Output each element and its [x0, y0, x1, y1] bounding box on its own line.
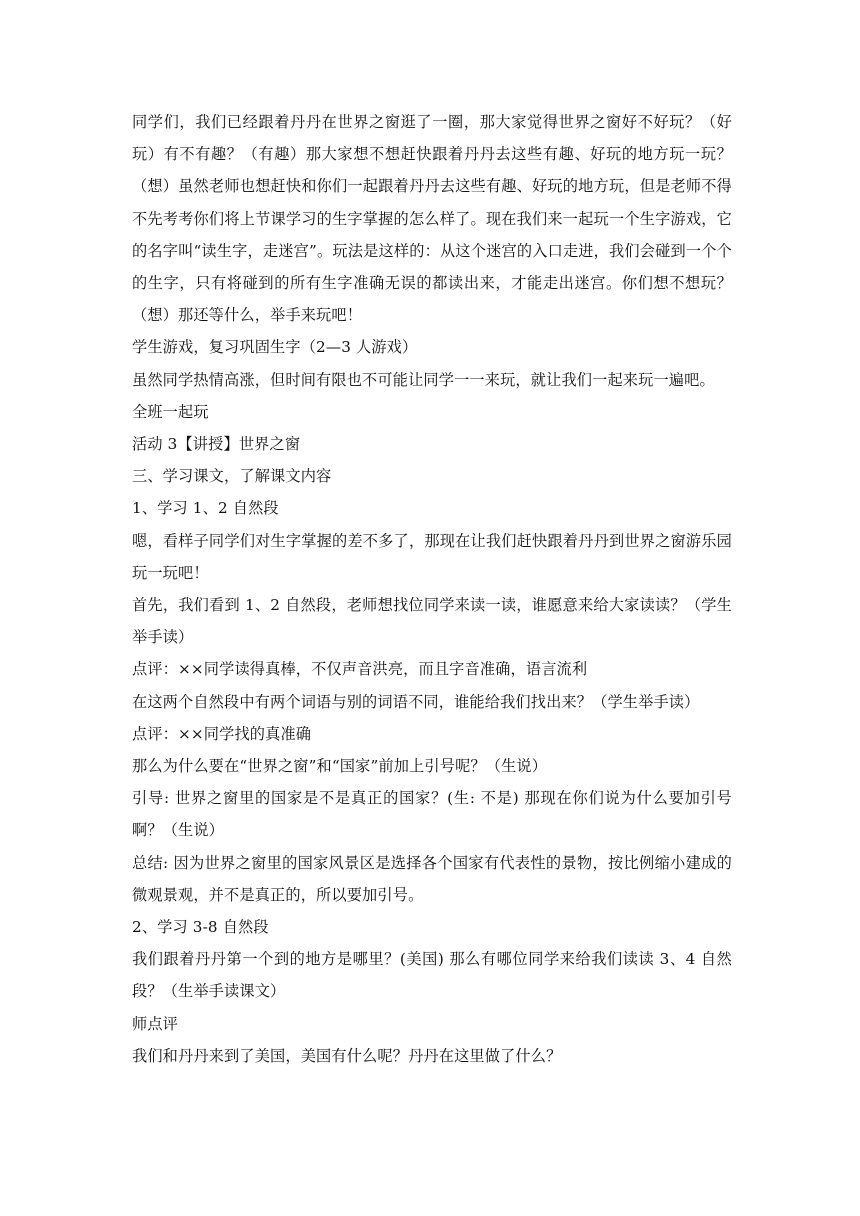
first-destination-paragraph: 我们跟着丹丹第一个到的地方是哪里？(美国) 那么有哪位同学来给我们读读 3、4 自然段？（生举手读课文） [132, 950, 732, 1001]
guide-paragraph: 引导: 世界之窗里的国家是不是真正的国家？(生: 不是) 那现在你们说为什么要加引号啊？（生说） [132, 789, 732, 840]
teacher-comment-line: 师点评 [132, 1014, 179, 1033]
student-game-line: 学生游戏，复习巩固生字（2—3 人游戏） [132, 338, 418, 357]
quote-question-paragraph: 那么为什么要在“世界之窗”和“国家”前加上引号呢？（生说） [132, 757, 548, 776]
subsection-heading: 2、学习 3-8 自然段 [132, 918, 269, 937]
transition-paragraph: 嗯，看样子同学们对生字掌握的差不多了，那现在让我们赶快跟着丹丹到世界之窗游乐园玩一玩吧！ [132, 531, 732, 582]
comment-paragraph: 点评：××同学读得真棒，不仅声音洪亮，而且字音准确，语言流利 [132, 660, 588, 679]
reading-paragraph: 首先，我们看到 1、2 自然段，老师想找位同学来读一读，谁愿意来给大家读读？（学生举手读） [132, 596, 732, 647]
class-play-paragraph: 虽然同学热情高涨，但时间有限也不可能让同学一一来玩，就让我们一起来玩一遍吧。 [132, 370, 715, 389]
whole-class-line: 全班一起玩 [132, 402, 209, 421]
document-page [132, 106, 732, 1072]
summary-paragraph: 总结: 因为世界之窗里的国家风景区是选择各个国家有代表性的景物，按比例缩小建成的微观景观，并不是真正的，所以要加引号。 [132, 853, 732, 904]
comment-paragraph: 点评：××同学找的真准确 [132, 724, 312, 743]
america-question-paragraph: 我们和丹丹来到了美国，美国有什么呢？丹丹在这里做了什么？ [132, 1046, 562, 1065]
question-paragraph: 在这两个自然段中有两个词语与别的词语不同，谁能给我们找出来？（学生举手读） [132, 692, 700, 711]
section-heading: 三、学习课文，了解课文内容 [132, 467, 332, 486]
activity-heading: 活动 3【讲授】世界之窗 [132, 435, 301, 454]
intro-paragraph: 同学们，我们已经跟着丹丹在世界之窗逛了一圈，那大家觉得世界之窗好不好玩？（好玩）有不有趣？（有趣）那大家想不想赶快跟着丹丹去这些有趣、好玩的地方玩一玩？（想）虽然老师也想赶快和你们一起跟着丹丹去这些有趣、好玩的地方玩，但是老师不得不先考考你们将上节课学习的生字掌握的怎么样了。现在我们来一起玩一个生字游戏，它的名字叫“读生字，走迷宫”。玩法是这样的：从这个迷宫的入口走进，我们会碰到一个个的生字，只有将碰到的所有生字准确无误的都读出来，才能走出迷宫。你们想不想玩？（想）那还等什么，举手来玩吧！ [132, 113, 732, 325]
subsection-heading: 1、学习 1、2 自然段 [132, 499, 279, 518]
